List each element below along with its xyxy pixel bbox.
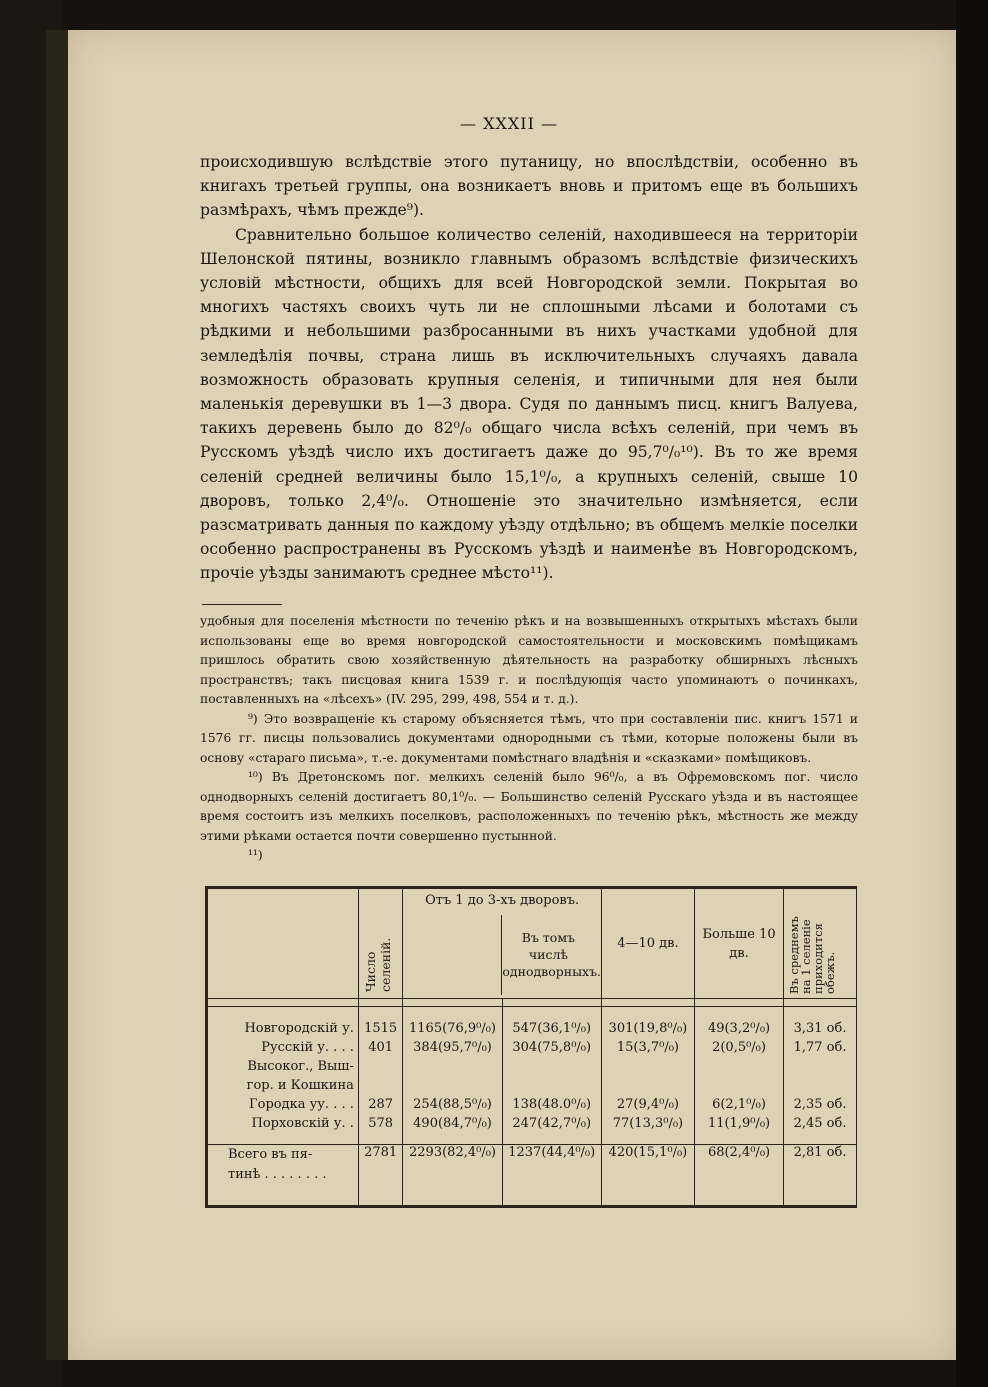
table-row [207,1007,857,1145]
paragraph-1: происходившую вслѣдствіе этого путаницу, но впослѣдствіи, особенно въ книгахъ третьей группы, она возникаетъ вновь и притомъ еще въ большихъ размѣрахъ, чѣмъ прежде⁹). [200,153,858,220]
district-name: Русскій у. . . . [261,1040,354,1056]
settlement-table [205,886,857,1208]
district-name: Городка уу. . . . [249,1097,354,1113]
district-name: Порховскій у. . [251,1116,354,1132]
district-names [207,1007,359,1145]
total-four-ten: 420(15,1⁰/₀) [601,1145,694,1207]
count-cell: 1515 [364,1021,398,1037]
one-to-three-values [403,1007,502,1145]
of-which-cell: 247(42,7⁰/₀) [512,1116,592,1132]
over-ten-cell [699,1057,779,1076]
header-one-to-three: Отъ 1 до 3-хъ дворовъ. [425,893,580,908]
footnote-10: ¹⁰) Въ Дретонскомъ пог. мелкихъ селеній было 96⁰/₀, а въ Офремовскомъ пог. число однодворныхъ селеній достигаетъ 80,1⁰/₀. — Большинство селеній Русскаго уѣзда и въ настоящее время состоитъ изъ мелкихъ поселковъ, расположенныхъ по теченію рѣкъ, мѣстность же между этими рѣками остается почти совершенно пустынной. [200,770,858,843]
total-label [207,1145,359,1207]
total-count: 2781 [358,1145,403,1207]
header-empty [207,888,359,999]
average-cell [788,1057,852,1076]
average-cell: 3,31 об. [793,1021,847,1037]
of-which-cell [507,1057,597,1076]
header-one-to-three-group [403,888,601,999]
average-cell [788,1076,852,1095]
district-name: Новгородскій у. [244,1021,354,1037]
one-to-three-cell: 254(88,5⁰/₀) [413,1097,492,1113]
count-values [358,1007,403,1145]
main-text [200,150,858,586]
four-ten-cell: 15(3,7⁰/₀) [616,1040,679,1056]
total-of-which: 1237(44,4⁰/₀) [502,1145,601,1207]
header-four-ten: 4—10 дв. [601,888,694,999]
header-average [784,888,857,999]
four-ten-values [601,1007,694,1145]
count-cell [363,1057,399,1076]
over-ten-cell: 2(0,5⁰/₀) [712,1040,766,1056]
average-values [784,1007,857,1145]
average-cell: 2,35 об. [793,1097,847,1113]
count-cell [363,1076,399,1095]
count-cell: 578 [368,1116,394,1132]
paragraph-2: Сравнительно большое количество селеній, находившееся на территоріи Шелонской пятины, возникло главнымъ образомъ вслѣдствіе физическихъ условій мѣстности, общихъ для всей Новгородской земли. Покрытая во многихъ частяхъ своихъ чуть ли не сплошными лѣсами и болотами съ рѣдкими и небольшими разбросанными въ нихъ участками удобной для земледѣлія почвы, страна лишь въ исключительныхъ случаяхъ давала возможность образовать крупныя селенія, и типичными для нея были маленькія деревушки въ 1—3 двора. Судя по даннымъ писц. книгъ Валуева, такихъ деревень было до 82⁰/₀ общаго числа всѣхъ селеній, при чемъ въ Русскомъ уѣздѣ число ихъ достигаетъ даже до 95,7⁰/₀¹⁰). Въ то же время селеній средней величины было 15,1⁰/₀, а крупныхъ селеній, свыше 10 дворовъ, только 2,4⁰/₀. Отношеніе это значительно измѣняется, если разсматривать данныя по каждому уѣзду отдѣльно; въ общемъ мелкіе поселки особенно распространены въ Русскомъ уѣздѣ и наименѣе въ Новгородскомъ, прочіе уѣзды занимаютъ среднее мѣсто¹¹). [200,225,858,583]
of-which-cell: 547(36,1⁰/₀) [512,1021,592,1037]
footnote-9: ⁹) Это возвращеніе къ старому объясняется тѣмъ, что при составленіи пис. книгъ 1571 и 1576 гг. писцы пользовались документами однородными съ тѣми, которые положены были въ основу «стараго письма», т.-е. документами помѣстнаго владѣнія и «сказками» помѣщиковъ. [200,711,858,765]
header-of-which: Въ томъ числѣ однодворныхъ. [502,930,602,979]
average-cell: 2,45 об. [793,1116,847,1132]
right-dark-margin [956,0,988,1387]
over-ten-cell [699,1076,779,1095]
one-to-three-cell: 1165(76,9⁰/₀) [409,1021,496,1037]
page-number: — XXXII — [460,114,558,133]
over-ten-cell: 11(1,9⁰/₀) [707,1116,771,1132]
of-which-values [502,1007,601,1145]
footnote-11: ¹¹) [248,848,263,862]
header-over-ten: Больше 10 дв. [694,888,783,999]
footnote-continuation: удобныя для поселенія мѣстности по теченію рѣкъ и на возвышенныхъ открытыхъ мѣстахъ были использованы еще во время новгородской самостоятельности и московскимъ помѣщикамъ пришлось обратить свою хозяйственную дѣятельность на разработку обширныхъ лѣсныхъ пространствъ; такъ писцовая книга 1539 г. и послѣдующія часто упоминаютъ о починкахъ, поставленныхъ на «лѣсехъ» (IV. 295, 299, 498, 554 и т. д.). [200,614,858,706]
district-name: гор. и Кошкина [246,1078,354,1094]
total-over-ten: 68(2,4⁰/₀) [694,1145,783,1207]
table-header-row [207,888,857,999]
average-cell: 1,77 об. [793,1040,847,1056]
header-count-text: Число селеній. [362,937,393,993]
of-which-cell: 138(48.0⁰/₀) [512,1097,592,1113]
footnote-rule [202,604,282,605]
count-cell: 401 [368,1040,394,1056]
total-one-to-three: 2293(82,4⁰/₀) [403,1145,502,1207]
table-spacer-row [207,999,857,1007]
total-label-line: Всего въ пя- [228,1147,313,1163]
total-average: 2,81 об. [784,1145,857,1207]
four-ten-cell: 301(19,8⁰/₀) [608,1021,688,1037]
header-count [358,888,403,999]
one-to-three-cell [407,1057,497,1076]
footnotes [200,612,858,866]
of-which-cell [507,1076,597,1095]
header-average-text: Въ среднемъ на 1 селеніе приходится обежъ. [787,916,838,995]
binding-edge [46,30,70,1360]
one-to-three-cell: 384(95,7⁰/₀) [413,1040,492,1056]
one-to-three-cell [407,1076,497,1095]
four-ten-cell [606,1076,690,1095]
over-ten-values [694,1007,783,1145]
table-total-row [207,1145,857,1207]
district-name: Высоког., Выш- [247,1059,354,1075]
one-to-three-cell: 490(84,7⁰/₀) [413,1116,492,1132]
total-label-line: тинѣ . . . . . . . . [228,1167,327,1183]
over-ten-cell: 6(2,1⁰/₀) [712,1097,766,1113]
of-which-cell: 304(75,8⁰/₀) [512,1040,592,1056]
over-ten-cell: 49(3,2⁰/₀) [707,1021,771,1037]
four-ten-cell: 27(9,4⁰/₀) [616,1097,679,1113]
four-ten-cell: 77(13,3⁰/₀) [612,1116,684,1132]
count-cell: 287 [368,1097,394,1113]
four-ten-cell [606,1057,690,1076]
